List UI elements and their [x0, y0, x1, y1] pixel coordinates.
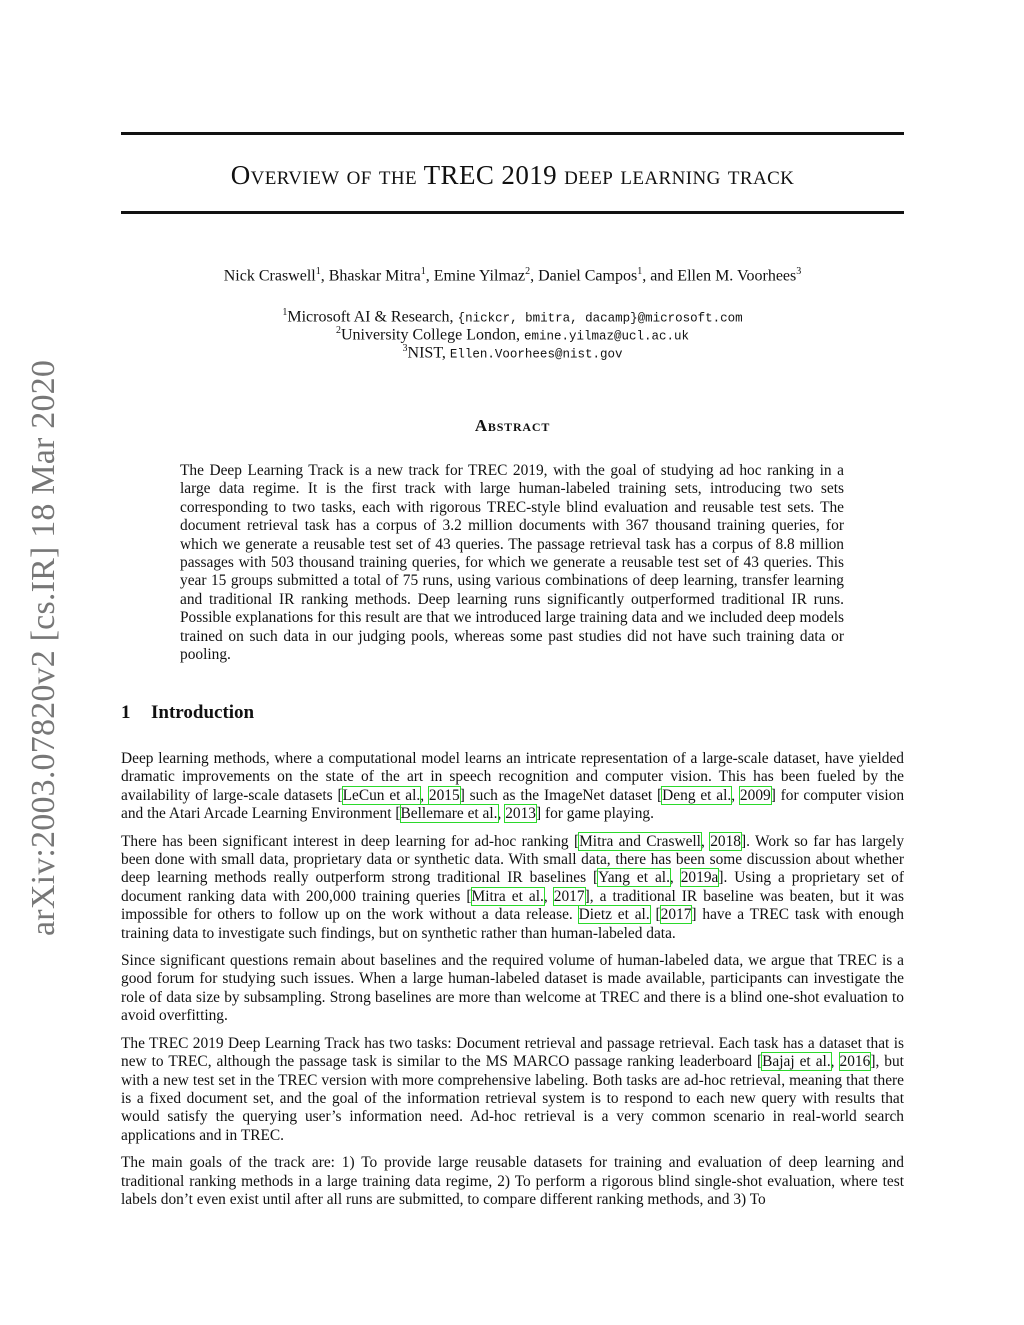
affiliation: [121, 340, 904, 363]
citation-link[interactable]: Mitra et al.: [471, 887, 544, 905]
affil-mark: 1: [282, 307, 288, 318]
author-name: Daniel Campos: [538, 267, 638, 285]
section-title: Introduction: [151, 702, 255, 723]
citation-link[interactable]: 2015: [428, 786, 460, 804]
abstract-heading: Abstract: [474, 416, 551, 435]
affil-email[interactable]: Ellen.Voorhees@nist.gov: [449, 347, 623, 362]
section-number: 1: [121, 702, 131, 723]
arxiv-identifier[interactable]: arXiv:2003.07820v2 [cs.IR] 18 Mar 2020: [25, 359, 62, 936]
citation-link[interactable]: 2019a: [680, 869, 719, 887]
citation-link[interactable]: 2009: [739, 786, 771, 804]
author-affil-mark: 1: [315, 266, 321, 277]
citation-link[interactable]: 2017: [660, 906, 692, 924]
citation-link[interactable]: Dietz et al.: [578, 906, 650, 924]
citation-link[interactable]: 2017: [553, 887, 585, 905]
citation-link[interactable]: Yang et al.: [598, 869, 670, 887]
author-name: Emine Yilmaz: [433, 267, 526, 285]
citation-link[interactable]: 2013: [505, 805, 536, 823]
citation-link[interactable]: Deng et al.: [662, 786, 732, 804]
section-heading: [121, 702, 254, 724]
affil-email[interactable]: emine.yilmaz@ucl.ac.uk: [524, 329, 690, 344]
author-list: Nick Craswell$^1$, Bhaskar Mitra$^1$, Emine Yilmaz$^2$, Daniel Campos$^1$, and Ellen M. Voorhees$^3$: [223, 266, 802, 285]
affil-name: University College London,: [340, 326, 521, 344]
affil-name: Microsoft AI & Research,: [287, 308, 454, 326]
citation-link[interactable]: 2016: [839, 1053, 871, 1071]
author-affil-mark: 1: [420, 266, 426, 277]
affil-mark: 2: [335, 325, 341, 336]
author-conjunction: and: [650, 267, 674, 285]
author-affil-mark: 1: [637, 266, 643, 277]
citation-link[interactable]: Bellemare et al.: [400, 805, 498, 823]
affil-name: NIST,: [407, 344, 446, 362]
title-bottom-rule: [121, 211, 904, 214]
paragraph: The main goals of the track are: 1) To provide large reusable datasets for training and evaluation of deep learning and traditional ranking methods in a large training data regime, 2) To perform a rigorous blind single-shot evaluation, where test labels don’t even exist until after all runs are submitted, to compare different ranking methods, and 3) To: [121, 1154, 904, 1208]
citation-link[interactable]: Mitra and Craswell: [579, 832, 701, 850]
author-name: Nick Craswell: [223, 267, 316, 285]
abstract-text: The Deep Learning Track is a new track for TREC 2019, with the goal of studying ad hoc ranking in a large data regime. It is the first track with large human-labeled training sets, introducing two sets corresponding to two tasks, each with rigorous TREC-style blind evaluation and reusable test sets. The document retrieval task has a corpus of 3.2 million documents with 367 thousand training queries, for which we generate a reusable test set of 43 queries. The passage retrieval task has a corpus of 8.8 million passages with 503 thousand training queries, for which we generate a reusable test set of 43 queries. This year 15 groups submitted a total of 75 runs, using various combinations of deep learning, transfer learning and traditional IR ranking methods. Deep learning runs significantly outperformed traditional IR runs. Possible explanations for this result are that we introduced large training data and we included deep models trained on such data in our judging pools, whereas some past studies did not have such training data or pooling.: [180, 462, 844, 664]
paragraph: There has been significant interest in deep learning for ad-hoc ranking [Mitra and Craswell, 2018]. Work so far has largely been done with small data, proprietary data or synthetic data. With small data, there has been some discussion about whether deep learning methods really outperform strong traditional IR baselines [Yang et al., 2019a]. Using a proprietary set of document ranking data with 200,000 training queries [Mitra et al., 2017], a traditional IR baseline was beaten, but it was impossible for others to follow up on the work without a data release. Dietz et al. [2017] have a TREC task with enough training data to investigate such findings, but on synthetic rather than human-labeled data.: [121, 832, 905, 942]
author-name: Bhaskar Mitra: [328, 267, 421, 285]
paragraph: Since significant questions remain about baselines and the required volume of human-labeled data, we argue that TREC is a good forum for studying such issues. When a large human-labeled dataset is made available, participants can investigate the role of data size by subsampling. Strong baselines are more than welcome at TREC and there is a blind one-shot evaluation to avoid overfitting.: [121, 952, 904, 1025]
citation-link[interactable]: LeCun et al.: [342, 786, 421, 804]
citation-link[interactable]: 2018: [710, 832, 741, 850]
citation-link[interactable]: Bajaj et al.: [762, 1053, 831, 1071]
paragraph: The TREC 2019 Deep Learning Track has two tasks: Document retrieval and passage retrieval. Each task has a dataset that is new to TREC, although the passage task is similar to the MS MARCO passage ranking leaderboard [Bajaj et al., 2016], but with a new test set in the TREC version with more comprehensive labeling. Both tasks are ad-hoc retrieval, meaning that there is a fixed document set, and the goal of the information retrieval system is to respond to each new query with results that would satisfy the querying user’s information need. Ad-hoc retrieval is a very common scenario in real-world search applications and in TREC.: [121, 1034, 904, 1144]
section-body: [121, 750, 904, 1218]
author-affil-mark: 2: [525, 266, 531, 277]
affil-email[interactable]: {nickcr, bmitra, dacamp}@microsoft.com: [457, 311, 743, 326]
paper-title: Overview of the TREC 2019 deep learning track: [230, 160, 795, 190]
paragraph: Deep learning methods, where a computational model learns an intricate representation of a large-scale dataset, have yielded dramatic improvements on the state of the art in speech recognition and computer vision. This has been fueled by the availability of large-scale datasets [LeCun et al., 2015] such as the ImageNet dataset [Deng et al., 2009] for computer vision and the Atari Arcade Learning Environment [Bellemare et al., 2013] for game playing.: [121, 750, 905, 823]
author-name: Ellen M. Voorhees: [677, 267, 797, 285]
author-affil-mark: 3: [796, 266, 802, 277]
affil-mark: 3: [402, 343, 408, 354]
title-top-rule: [121, 132, 904, 135]
